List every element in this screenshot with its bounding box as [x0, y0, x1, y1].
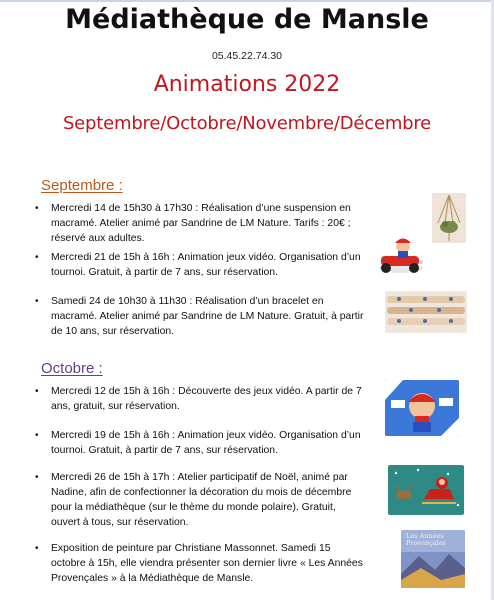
macrame-hanging-icon	[432, 193, 466, 243]
bullet: •	[35, 252, 39, 263]
game-character-icon	[385, 380, 459, 436]
bullet: •	[35, 472, 39, 483]
item-text: Mercredi 14 de 15h30 à 17h30 : Réalisation d’une suspension en macramé. Atelier animé par Sandrine de LM Nature. Tarifs : 20€ ; réservé aux adultes.	[51, 203, 351, 244]
bullet: •	[35, 296, 39, 307]
months-line: Septembre/Octobre/Novembre/Décembre	[62, 113, 432, 134]
kart-racer-icon	[373, 232, 429, 278]
item-text: Samedi 24 de 10h30 à 11h30 : Réalisation d’un bracelet en macramé. Atelier animé par Sandrine de LM Nature. Gratuit, à partir de 10 ans, sur réservation.	[51, 296, 364, 337]
bullet: •	[35, 386, 39, 397]
item-text: Exposition de peinture par Christiane Massonnet. Samedi 15 octobre à 15h, elle viendra présenter son dernier livre « Les Années Provençales » à la Médiathèque de Mansle.	[51, 543, 363, 584]
item-text: Mercredi 21 de 15h à 16h : Animation jeux vidéo. Organisation d’un tournoi. Gratuit, à partir de 7 ans, sur réservation.	[51, 252, 361, 278]
phone-number: 05.45.22.74.30	[211, 50, 283, 62]
santa-sleigh-icon	[388, 465, 464, 515]
list-item	[35, 384, 366, 414]
list-item	[35, 541, 366, 586]
bullet: •	[35, 543, 39, 554]
list-item	[35, 250, 366, 280]
section-heading-octobre: Octobre :	[41, 360, 103, 377]
list-item	[35, 201, 366, 246]
list-item	[35, 470, 366, 530]
item-text: Mercredi 26 de 15h à 17h : Atelier participatif de Noël, animé par Nadine, afin de confectionner la décoration du mois de décembre pour la médiathèque (sur le thème du monde polaire). Gratuit, ouvert à tous, sur réservation.	[51, 472, 352, 528]
section-heading-septembre: Septembre :	[41, 177, 123, 194]
list-item	[35, 294, 366, 339]
book-cover-icon	[401, 530, 465, 588]
page-title: Médiathèque de Mansle	[65, 4, 429, 35]
book-cover-caption: Les Années Provençales	[406, 532, 446, 547]
bracelets-icon	[385, 291, 467, 333]
subtitle: Animations 2022	[153, 72, 341, 97]
item-text: Mercredi 19 de 15h à 16h : Animation jeux vidéo. Organisation d’un tournoi. Gratuit, à partir de 7 ans, sur réservation.	[51, 430, 361, 456]
page-top-border	[0, 0, 494, 2]
list-item	[35, 428, 366, 458]
bullet: •	[35, 203, 39, 214]
item-text: Mercredi 12 de 15h à 16h : Découverte des jeux vidéo. A partir de 7 ans, gratuit, sur réservation.	[51, 386, 362, 412]
bullet: •	[35, 430, 39, 441]
